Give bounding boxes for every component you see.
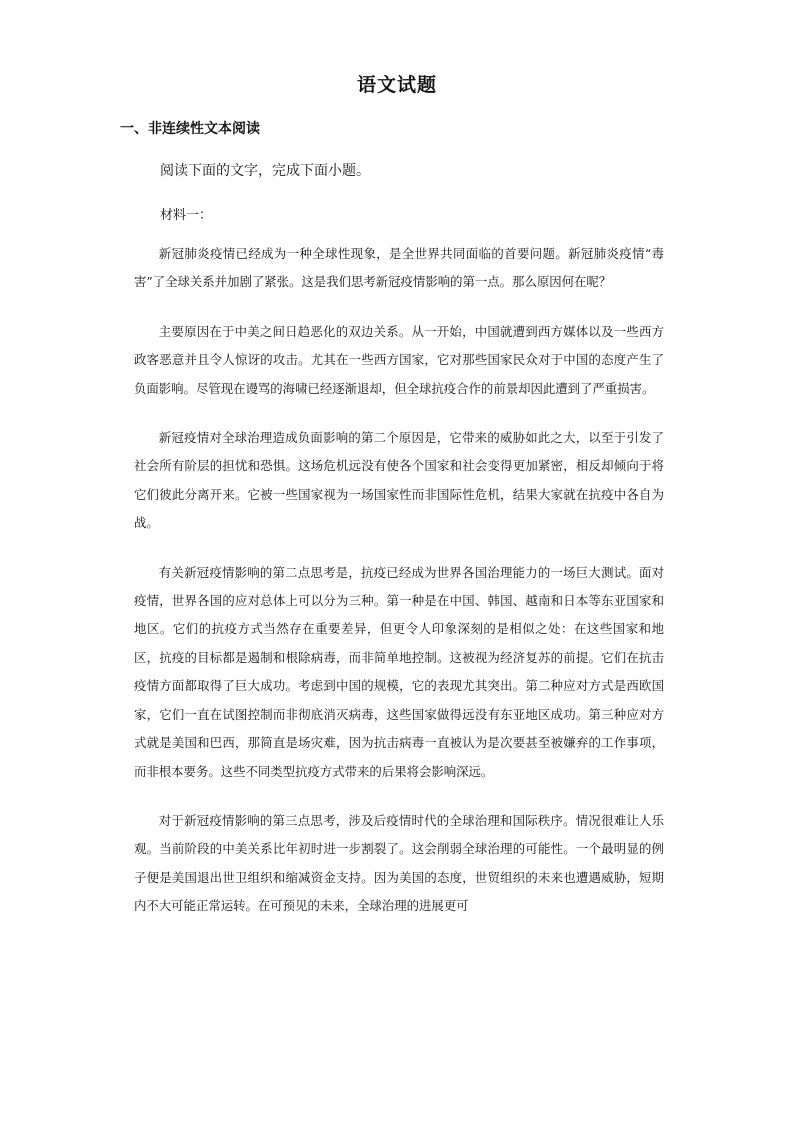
paragraph-4: 有关新冠疫情影响的第二点思考是，抗疫已经成为世界各国治理能力的一场巨大测试。面对疫情，世界各国的应对总体上可以分为三种。第一种是在中国、韩国、越南和日本等东亚国家和地区。它们的抗疫方式当然存在重要差异，但更令人印象深刻的是相似之处：在这些国家和地区，抗疫的目标都是遏制和根除病毒，而非简单地控制。这被视为经济复苏的前提。它们在抗击疫情方面都取得了巨大成功。考虑到中国的规模，它的表现尤其突出。第二种应对方式是西欧国家，它们一直在试图控制而非彻底消灭病毒，这些国家做得远没有东亚地区成功。第三种应对方式就是美国和巴西，那简直是场灾难，因为抗击病毒一直被认为是次要甚至被嫌弃的工作事项，而非根本要务。这些不同类型抗疫方式带来的后果将会影响深远。: [134, 564, 664, 779]
paragraph-2: 主要原因在于中美之间日趋恶化的双边关系。从一开始，中国就遭到西方媒体以及一些西方政客恶意并且令人惊讶的攻击。尤其在一些西方国家，它对那些国家民众对于中国的态度产生了负面影响。尽管现在谩骂的海啸已经逐渐退却，但全球抗疫合作的前景却因此遭到了严重损害。: [134, 323, 664, 396]
material-label: 材料一：: [160, 208, 213, 223]
instruction-text: 阅读下面的文字，完成下面小题。: [160, 163, 370, 179]
page-title: 语文试题: [356, 74, 437, 96]
paragraph-3: 新冠疫情对全球治理造成负面影响的第二个原因是，它带来的威胁如此之大，以至于引发了社会所有阶层的担忧和恐惧。这场危机远没有使各个国家和社会变得更加紧密，相反却倾向于将它们彼此分离开来。它被一些国家视为一场国家性而非国际性危机，结果大家就在抗疫中各自为战。: [134, 430, 664, 531]
paragraph-5: 对于新冠疫情影响的第三点思考，涉及后疫情时代的全球治理和国际秩序。情况很难让人乐观。当前阶段的中美关系比年初时进一步割裂了。这会削弱全球治理的可能性。一个最明显的例子便是美国退出世卫组织和缩减资金支持。因为美国的态度，世贸组织的未来也遭遇威胁，短期内不大可能正常运转。在可预见的未来，全球治理的进展更可: [134, 812, 664, 914]
section-heading: 一、非连续性文本阅读: [120, 121, 260, 137]
paragraph-1: 新冠肺炎疫情已经成为一种全球性现象，是全世界共同面临的首要问题。新冠肺炎疫情“毒害”了全球关系并加剧了紧张。这是我们思考新冠疫情影响的第一点。那么原因何在呢？: [134, 246, 664, 290]
article-body: [134, 240, 664, 942]
